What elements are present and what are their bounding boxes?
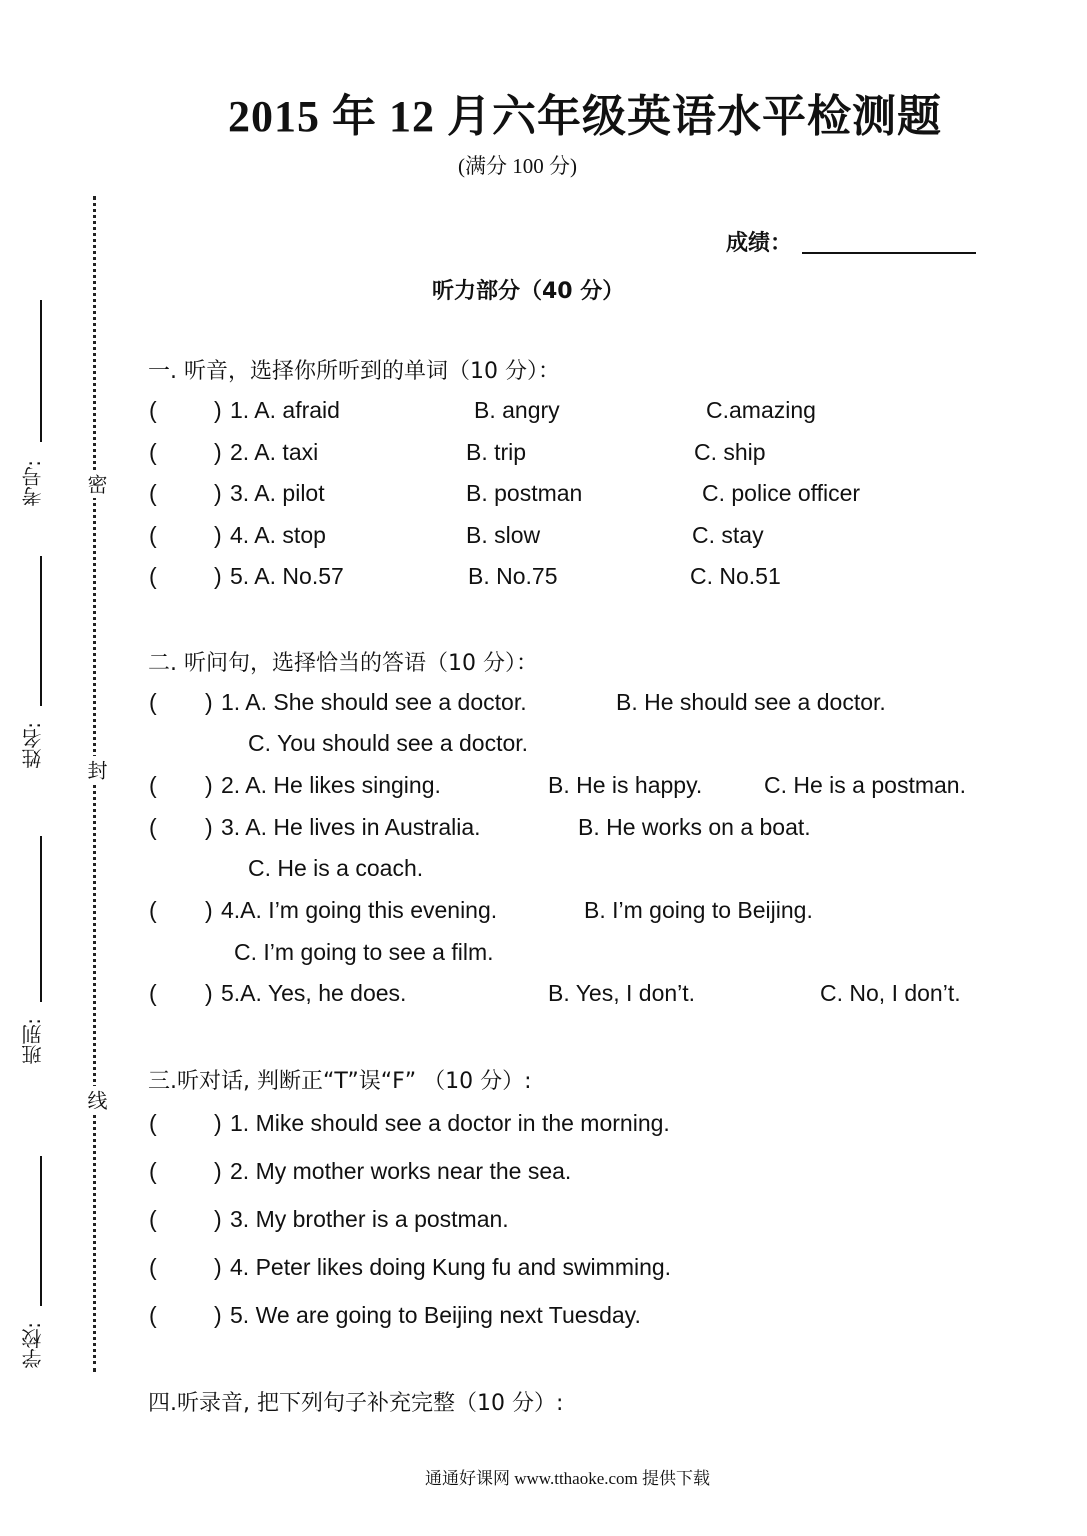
s1-q3-option-c: C. police officer xyxy=(702,480,861,506)
binding-dotted-line xyxy=(93,196,96,1372)
answer-paren-open: ( xyxy=(149,772,157,798)
full-score-note: (满分 100 分) xyxy=(458,154,577,178)
s1-q5-option-a: 5. A. No.57 xyxy=(230,563,344,589)
s2-q1-option-a: 1. A. She should see a doctor. xyxy=(221,689,527,715)
s3-q3-statement: 3. My brother is a postman. xyxy=(230,1206,509,1232)
answer-paren-close: ) xyxy=(205,980,213,1006)
s2-q2-option-b: B. He is happy. xyxy=(548,772,703,798)
answer-paren-open: ( xyxy=(149,1158,157,1184)
answer-paren-close: ) xyxy=(214,1254,222,1280)
name-label: 姓名: xyxy=(21,722,45,769)
section-3-title: 三.听对话, 判断正“T”误“F” （10 分）: xyxy=(148,1069,532,1094)
section-1-title: 一. 听音，选择你所听到的单词（10 分）： xyxy=(148,359,560,384)
answer-paren-close: ) xyxy=(205,814,213,840)
answer-paren-close: ) xyxy=(214,1206,222,1232)
answer-paren-open: ( xyxy=(149,1206,157,1232)
school-label: 学校: xyxy=(21,1322,45,1369)
s1-q5-option-c: C. No.51 xyxy=(690,563,781,589)
answer-paren-close: ) xyxy=(214,1302,222,1328)
s1-q5-option-b: B. No.75 xyxy=(468,563,558,589)
answer-paren-open: ( xyxy=(149,397,157,423)
s2-q4-option-b: B. I’m going to Beijing. xyxy=(584,897,813,923)
s2-q3-option-a: 3. A. He lives in Australia. xyxy=(221,814,481,840)
s2-q1-option-b: B. He should see a doctor. xyxy=(616,689,886,715)
answer-paren-open: ( xyxy=(149,563,157,589)
answer-paren-close: ) xyxy=(205,689,213,715)
s1-q2-option-a: 2. A. taxi xyxy=(230,439,319,465)
answer-paren-open: ( xyxy=(149,480,157,506)
seal-char-xian: 线 xyxy=(82,1086,111,1114)
s1-q3-option-b: B. postman xyxy=(466,480,583,506)
answer-paren-open: ( xyxy=(149,522,157,548)
score-label: 成绩： xyxy=(726,231,793,256)
answer-paren-close: ) xyxy=(214,480,222,506)
answer-paren-open: ( xyxy=(149,1302,157,1328)
s2-q3-option-b: B. He works on a boat. xyxy=(578,814,811,840)
s2-q2-option-c: C. He is a postman. xyxy=(764,772,966,798)
class-line xyxy=(40,836,42,1002)
s1-q1-option-a: 1. A. afraid xyxy=(230,397,340,423)
footer-source: 通通好课网 www.tthaoke.com 提供下载 xyxy=(425,1469,711,1488)
s2-q2-option-a: 2. A. He likes singing. xyxy=(221,772,441,798)
answer-paren-open: ( xyxy=(149,980,157,1006)
section-4-title: 四.听录音, 把下列句子补充完整（10 分）: xyxy=(148,1391,564,1416)
s2-q1-option-c: C. You should see a doctor. xyxy=(248,730,529,756)
s1-q1-option-b: B. angry xyxy=(474,397,560,423)
listening-section-title: 听力部分（40 分） xyxy=(432,279,625,304)
school-line xyxy=(40,1156,42,1306)
s3-q5-statement: 5. We are going to Beijing next Tuesday. xyxy=(230,1302,641,1328)
class-label: 班别: xyxy=(21,1018,45,1065)
s1-q2-option-b: B. trip xyxy=(466,439,527,465)
s2-q4-option-c: C. I’m going to see a film. xyxy=(234,939,494,965)
answer-paren-close: ) xyxy=(214,439,222,465)
s3-q1-statement: 1. Mike should see a doctor in the morning. xyxy=(230,1110,670,1136)
s2-q5-option-a: 5.A. Yes, he does. xyxy=(221,980,407,1006)
answer-paren-close: ) xyxy=(214,1110,222,1136)
section-2-title: 二. 听问句，选择恰当的答语（10 分）： xyxy=(148,651,538,676)
s1-q1-option-c: C.amazing xyxy=(706,397,816,423)
answer-paren-open: ( xyxy=(149,814,157,840)
score-blank[interactable] xyxy=(802,252,976,254)
s3-q2-statement: 2. My mother works near the sea. xyxy=(230,1158,572,1184)
name-line xyxy=(40,556,42,706)
seal-char-mi: 密 xyxy=(82,470,111,498)
s1-q3-option-a: 3. A. pilot xyxy=(230,480,325,506)
s1-q4-option-c: C. stay xyxy=(692,522,764,548)
answer-paren-close: ) xyxy=(205,772,213,798)
seal-char-feng: 封 xyxy=(82,756,111,784)
answer-paren-open: ( xyxy=(149,689,157,715)
s2-q4-option-a: 4.A. I’m going this evening. xyxy=(221,897,498,923)
s2-q5-option-b: B. Yes, I don’t. xyxy=(548,980,696,1006)
exam-number-label: 考号: xyxy=(21,460,45,507)
answer-paren-open: ( xyxy=(149,897,157,923)
answer-paren-close: ) xyxy=(205,897,213,923)
answer-paren-open: ( xyxy=(149,439,157,465)
answer-paren-close: ) xyxy=(214,563,222,589)
exam-number-line xyxy=(40,300,42,442)
s1-q4-option-a: 4. A. stop xyxy=(230,522,326,548)
answer-paren-close: ) xyxy=(214,397,222,423)
s2-q3-option-c: C. He is a coach. xyxy=(248,855,424,881)
s1-q4-option-b: B. slow xyxy=(466,522,541,548)
answer-paren-open: ( xyxy=(149,1254,157,1280)
s2-q5-option-c: C. No, I don’t. xyxy=(820,980,961,1006)
page-title: 2015 年 12 月六年级英语水平检测题 xyxy=(228,92,942,141)
s1-q2-option-c: C. ship xyxy=(694,439,766,465)
answer-paren-close: ) xyxy=(214,1158,222,1184)
answer-paren-close: ) xyxy=(214,522,222,548)
answer-paren-open: ( xyxy=(149,1110,157,1136)
s3-q4-statement: 4. Peter likes doing Kung fu and swimming. xyxy=(230,1254,672,1280)
